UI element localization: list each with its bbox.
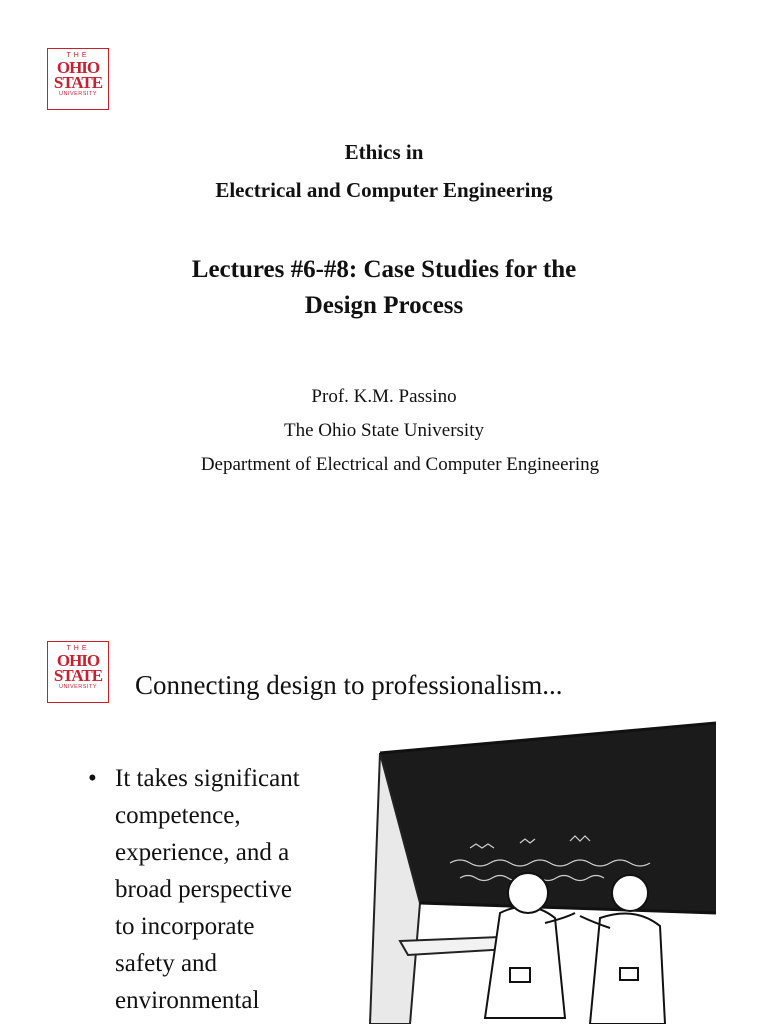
logo-state: STATE: [53, 73, 103, 92]
author: Prof. K.M. Passino: [311, 386, 457, 407]
bullet-marker: •: [88, 765, 97, 792]
bullet-text: [115, 760, 365, 1019]
logo-ohio: OHIO: [56, 651, 100, 670]
university: The Ohio State University: [284, 420, 484, 441]
logo-university: UNIVERSITY: [58, 684, 97, 690]
title-line-1: Ethics in: [344, 140, 424, 164]
logo-the: THE: [66, 645, 90, 652]
engineers-cartoon-image: [360, 713, 716, 1024]
bullet-line: It takes significant: [115, 765, 300, 792]
lecture-title-line-1: Lectures #6-#8: Case Studies for the: [191, 256, 577, 283]
logo-state: STATE: [53, 666, 103, 685]
department: Department of Electrical and Computer Engineering: [200, 454, 600, 475]
title-line-2: Electrical and Computer Engineering: [215, 178, 553, 202]
bullet-line: safety and: [115, 950, 218, 977]
lecture-title-line-2: Design Process: [304, 292, 464, 319]
logo-ohio: OHIO: [56, 58, 100, 77]
bullet-line: to incorporate: [115, 913, 255, 940]
bullet-line: environmental: [115, 987, 260, 1014]
bullet-line: competence,: [115, 802, 241, 829]
slide-2-heading: Connecting design to professionalism...: [135, 670, 563, 700]
logo-university: UNIVERSITY: [58, 91, 97, 97]
ohio-state-logo: [47, 48, 109, 110]
logo-the: THE: [66, 52, 90, 59]
bullet-line: broad perspective: [115, 876, 293, 903]
ohio-state-logo: [47, 641, 109, 703]
bullet-line: experience, and a: [115, 839, 290, 866]
